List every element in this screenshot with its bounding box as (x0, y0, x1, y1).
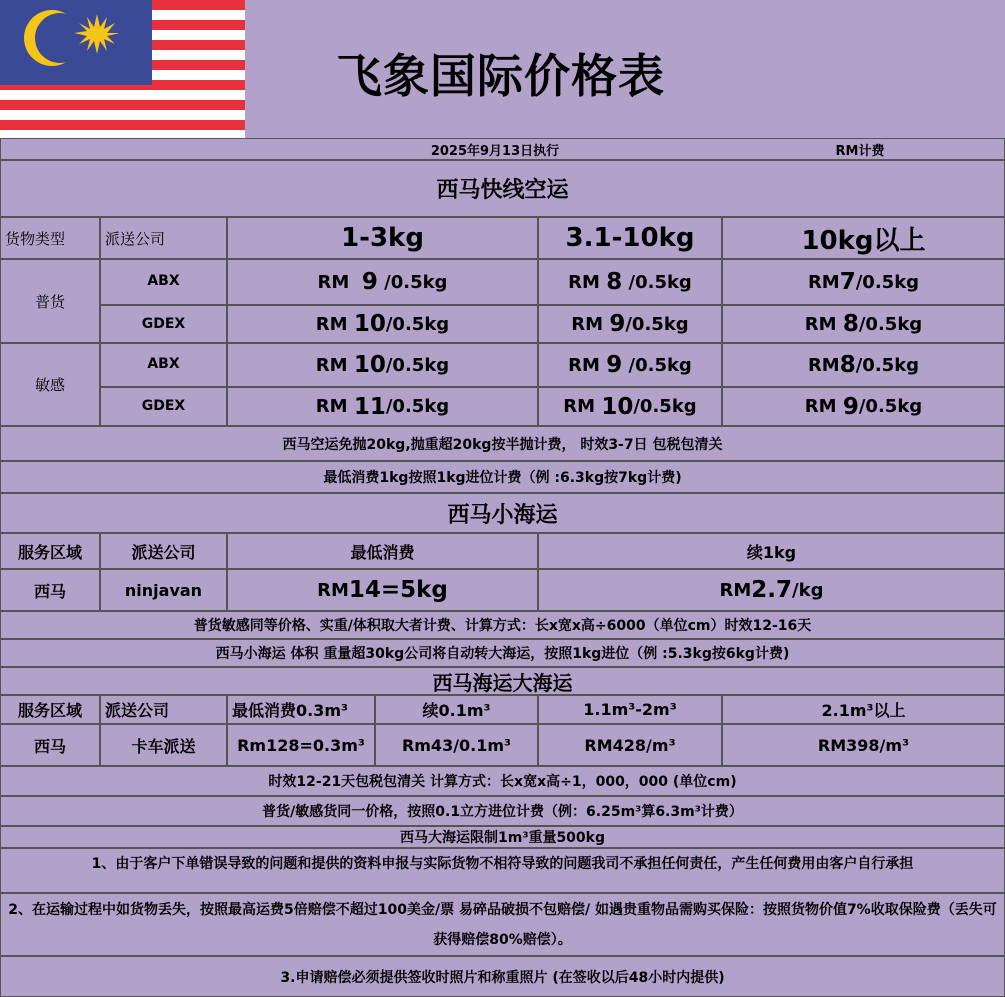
big-sea-note: 西马大海运限制1m³重量500kg (0, 826, 1005, 848)
currency-note: RM计费 (835, 143, 885, 159)
air-price: RM 9 /0.5kg (227, 259, 538, 305)
air-company: GDEX (100, 305, 227, 343)
small-sea-company: ninjavan (100, 569, 227, 611)
small-sea-col-min: 最低消费 (227, 533, 538, 569)
small-sea-col-company: 派送公司 (100, 533, 227, 569)
air-tier-1: 1-3kg (227, 217, 538, 259)
small-sea-note: 西马小海运 体积 重量超30kg公司将自动转大海运，按照1kg进位（例 :5.3kg按6kg计费) (0, 639, 1005, 667)
term-item: 3.申请赔偿必须提供签收时照片和称重照片 (在签收以后48小时内提供) (0, 956, 1005, 997)
air-price: RM 10 /0.5kg (227, 343, 538, 387)
big-sea-col-company: 派送公司 (100, 695, 227, 724)
big-sea-col-tier1: 1.1m³-2m³ (538, 695, 722, 724)
small-sea-extra-price: RM 2.7 /kg (538, 569, 1005, 611)
small-sea-region: 西马 (0, 569, 100, 611)
air-company: ABX (100, 343, 227, 387)
air-tier-2: 3.1-10kg (538, 217, 722, 259)
big-sea-col-min: 最低消费0.3m³ (227, 695, 375, 724)
big-sea-price: Rm43/0.1m³ (375, 724, 538, 766)
air-price: RM 11 /0.5kg (227, 387, 538, 426)
air-cargo-type: 敏感 (0, 343, 100, 426)
big-sea-note: 普货/敏感货同一价格，按照0.1立方进位计费（例：6.25m³算6.3m³计费） (0, 796, 1005, 826)
small-sea-title: 西马小海运 (0, 493, 1005, 533)
term-item: 2、在运输过程中如货物丢失，按照最高运费5倍赔偿不超过100美金/票 易碎品破损不包赔偿/ 如遇贵重物品需购买保险：按照货物价值7%收取保险费（丢失可获得赔偿80%赔偿）。 (0, 893, 1005, 956)
term-item: 1、由于客户下单错误导致的问题和提供的资料申报与实际货物不相符导致的问题我司不承担任何责任，产生任何费用由客户自行承担 (0, 848, 1005, 893)
air-price: RM 10 /0.5kg (227, 305, 538, 343)
big-sea-price: RM398/m³ (722, 724, 1005, 766)
small-sea-min-price: RM 14=5kg (227, 569, 538, 611)
air-company: GDEX (100, 387, 227, 426)
air-price: RM 9 /0.5kg (538, 343, 722, 387)
effective-date: 2025年9月13日执行 (430, 143, 560, 159)
page-title: 飞象国际价格表 (336, 49, 665, 103)
air-note: 最低消费1kg按照1kg进位计费（例 :6.3kg按7kg计费) (0, 461, 1005, 493)
big-sea-col-region: 服务区域 (0, 695, 100, 724)
big-sea-region: 西马 (0, 724, 100, 766)
air-price: RM 8 /0.5kg (722, 343, 1005, 387)
air-price: RM 10 /0.5kg (538, 387, 722, 426)
big-sea-company: 卡车派送 (100, 724, 227, 766)
air-cargo-type: 普货 (0, 259, 100, 343)
big-sea-price: Rm128=0.3m³ (227, 724, 375, 766)
big-sea-col-extra: 续0.1m³ (375, 695, 538, 724)
air-company: ABX (100, 259, 227, 305)
air-col-cargo: 货物类型 (0, 217, 100, 259)
small-sea-col-extra: 续1kg (538, 533, 1005, 569)
small-sea-note: 普货敏感同等价格、实重/体积取大者计费、计算方式：长x宽x高÷6000（单位cm）时效12-16天 (0, 611, 1005, 639)
air-tier-3: 10kg以上 (722, 217, 1005, 259)
air-note: 西马空运免抛20kg,抛重超20kg按半抛计费， 时效3-7日 包税包清关 (0, 426, 1005, 461)
air-price: RM 8 /0.5kg (538, 259, 722, 305)
air-section-title: 西马快线空运 (0, 160, 1005, 217)
air-price: RM 9 /0.5kg (722, 387, 1005, 426)
air-price: RM 8 /0.5kg (722, 305, 1005, 343)
air-price: RM 9 /0.5kg (538, 305, 722, 343)
air-col-company: 派送公司 (100, 217, 227, 259)
big-sea-title: 西马海运大海运 (0, 667, 1005, 695)
big-sea-col-tier2: 2.1m³以上 (722, 695, 1005, 724)
big-sea-note: 时效12-21天包税包清关 计算方式：长x宽x高÷1，000，000 (单位cm) (0, 766, 1005, 796)
big-sea-price: RM428/m³ (538, 724, 722, 766)
small-sea-col-region: 服务区域 (0, 533, 100, 569)
air-price: RM 7 /0.5kg (722, 259, 1005, 305)
